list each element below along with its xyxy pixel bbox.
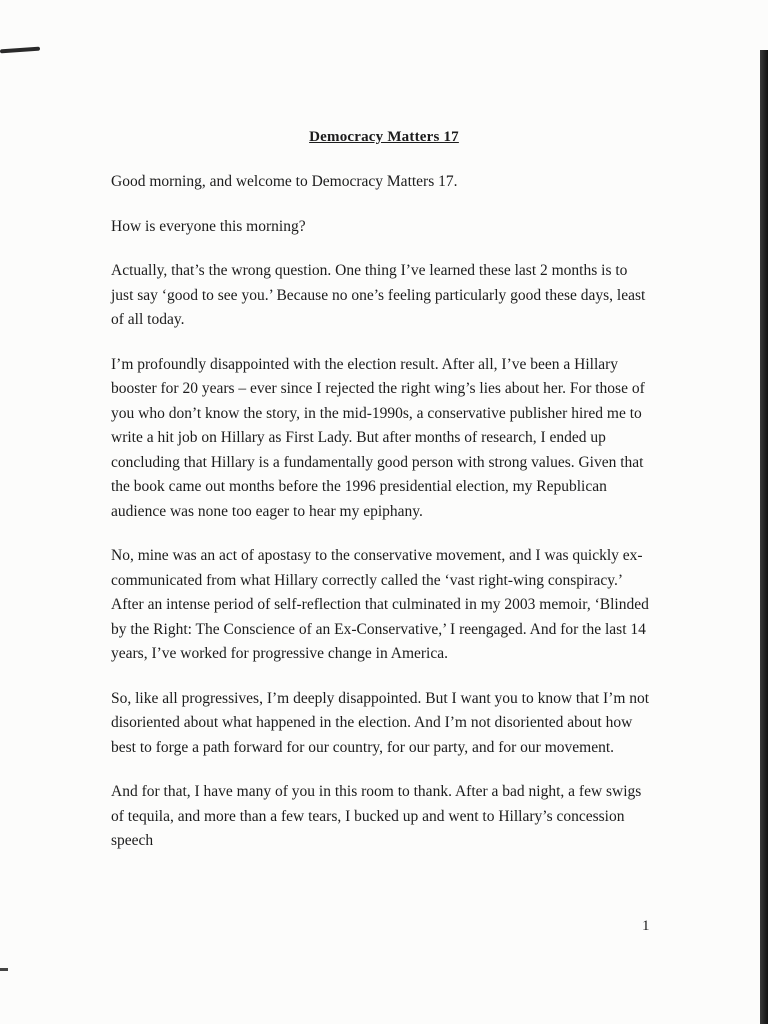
paragraph-progressives: So, like all progressives, I’m deeply disappointed. But I want you to know that I’m not disoriented about what happened in the election. And I’m not disoriented about how best to forge a path forward for our country, for our party, and for our movement. <box>111 689 650 756</box>
document-body <box>111 170 651 874</box>
paragraph-thanks: And for that, I have many of you in this room to thank. After a bad night, a few swigs of tequila, and more than a few tears, I bucked up and went to Hillary’s concession speech <box>111 783 642 849</box>
paragraph-wrong-question: Actually, that’s the wrong question. One thing I’ve learned these last 2 months is to just say ‘good to see you.’ Because no one’s feeling particularly good these days, least of all today. <box>111 262 646 328</box>
page-number: 1 <box>642 918 650 934</box>
paragraph-disappointed: I’m profoundly disappointed with the election result. After all, I’ve been a Hillary booster for 20 years – ever since I rejected the right wing’s lies about her. For those of you who don’t know the story, in the mid-1990s, a conservative publisher hired me to write a hit job on Hillary as First Lady. But after months of research, I ended up concluding that Hillary is a fundamentally good person with strong values. Given that the book came out months before the 1996 presidential election, my Republican audience was none too eager to hear my epiphany. <box>111 355 645 520</box>
scan-artifact-edge <box>760 50 768 1024</box>
scan-artifact-tick <box>0 968 8 971</box>
scan-artifact-mark <box>0 47 40 54</box>
paragraph-apostasy: No, mine was an act of apostasy to the conservative movement, and I was quickly ex-communicated from what Hillary correctly called the ‘vast right-wing conspiracy.’ After an intense period of self-reflection that culminated in my 2003 memoir, ‘Blinded by the Right: The Conscience of an Ex-Conservative,’ I reengaged. And for the last 14 years, I’ve worked for progressive change in America. <box>111 547 649 662</box>
document-title: Democracy Matters 17 <box>309 129 459 145</box>
paragraph-greeting: Good morning, and welcome to Democracy Matters 17. <box>111 173 458 190</box>
paragraph-question: How is everyone this morning? <box>111 217 306 235</box>
